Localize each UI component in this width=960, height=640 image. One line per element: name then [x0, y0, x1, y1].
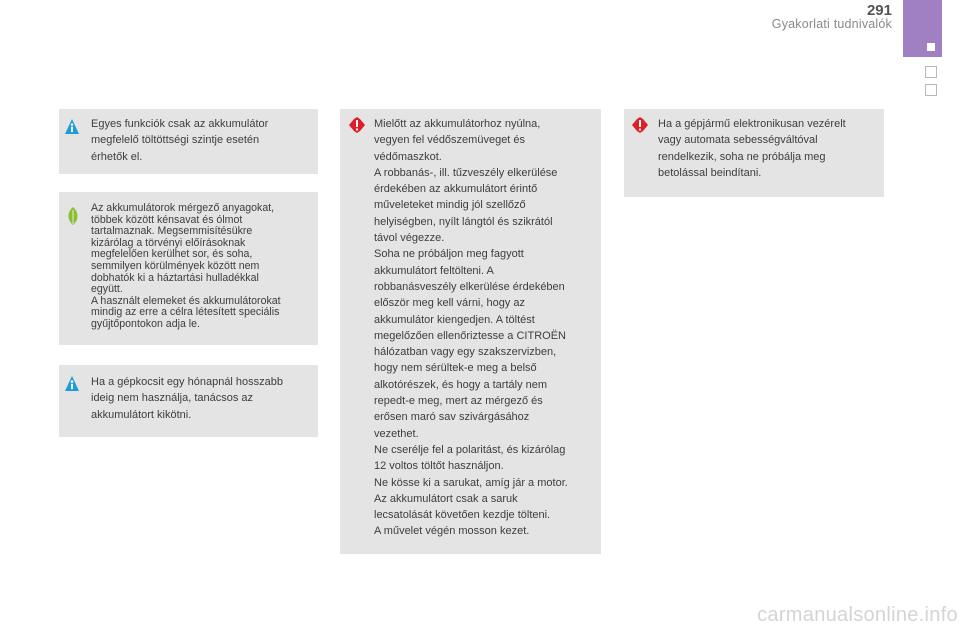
text-line: mindig az erre a célra létesített speciális [91, 306, 280, 319]
chapter-tab-empty-1[interactable] [925, 66, 937, 78]
text-line: ideig nem használja, tanácsos az [91, 392, 254, 405]
text-line: először meg kell várni, hogy az [374, 297, 526, 310]
text-line: távol végezze. [374, 232, 445, 245]
warning-icon [348, 116, 366, 134]
leaf-icon [66, 206, 80, 226]
info-box-disconnect [59, 365, 318, 437]
text-line: A robbanás-, ill. tűzveszély elkerülése [374, 166, 558, 179]
text-line: megfelelő töltöttségi szintje esetén [91, 134, 260, 147]
text-line: semmilyen körülmények között nem [91, 259, 260, 272]
text-line: Ha a gépjármű elektronikusan vezérelt [658, 118, 846, 130]
warning-box-handling [340, 109, 601, 554]
text-line: alkotórészek, és hogy a tartály nem [374, 378, 548, 391]
text-line: Ne cserélje fel a polaritást, és kizárólag [374, 443, 566, 456]
text-line: érhetők el. [91, 150, 143, 163]
text-line: érdekében az akkumulátort érintő [374, 183, 538, 196]
text-line: A használt elemeket és akkumulátorokat [91, 294, 281, 307]
text-line: dobhatók ki a háztartási hulladékkal [91, 271, 259, 284]
warning-icon [631, 116, 649, 134]
text-line: Soha ne próbáljon meg fagyott [374, 248, 524, 261]
text-line: repedt-e meg, mert az mérgező és [374, 395, 543, 408]
text-line: hálózatban vagy egy szakszervizben, [374, 346, 557, 359]
text-line: Mielőtt az akkumulátorhoz nyúlna, [374, 118, 541, 130]
text-line: 12 voltos töltőt használjon. [374, 460, 504, 473]
chapter-tab-marker [927, 43, 935, 51]
info-icon [64, 375, 80, 393]
section-title: Gyakorlati tudnivalók [771, 17, 892, 31]
chapter-tab[interactable] [903, 0, 942, 57]
text-line: rendelkezik, soha ne próbálja meg [658, 150, 826, 163]
text-line: tartalmaznak. Megsemmisítésükre [91, 225, 253, 238]
text-line: kizárólag a törvényi előírásoknak [91, 236, 246, 249]
text-line: Az akkumulátort csak a saruk [374, 492, 518, 505]
text-line: vezethet. [374, 427, 419, 440]
text-line: Ne kösse ki a sarukat, amíg jár a motor. [374, 476, 568, 489]
text-line: akkumulátort feltölteni. A [374, 264, 494, 277]
text-line: betolással beindítani. [658, 166, 762, 179]
info-box-battery-level [59, 109, 318, 174]
info-icon [64, 118, 80, 136]
text-line: Ha a gépkocsit egy hónapnál hosszabb [91, 376, 284, 388]
text-line: akkumulátor kiengedjen. A töltést [374, 313, 535, 326]
text-line: műveleteket mindig jól szellőző [374, 199, 526, 212]
chapter-tab-empty-2[interactable] [925, 84, 937, 96]
watermark: carmanualsonline.info [757, 604, 958, 626]
text-line: Az akkumulátorok mérgező anyagokat, [91, 202, 275, 214]
text-line: többek között kénsavat és ólmot [91, 213, 243, 226]
text-line: védőmaszkot. [374, 150, 442, 163]
text-line: vagy automata sebességváltóval [658, 134, 818, 147]
text-line: A művelet végén mosson kezet. [374, 525, 530, 538]
text-line: gyűjtőpontokon adja le. [91, 317, 200, 330]
text-line: vegyen fel védőszemüveget és [374, 134, 526, 147]
text-line: robbanásveszély elkerülése érdekében [374, 280, 565, 293]
text-line: erősen maró sav szivárgásához [374, 411, 530, 424]
text-line: Egyes funkciók csak az akkumulátor [91, 118, 269, 130]
text-line: megelőzően ellenőriztesse a CITROËN [374, 329, 566, 342]
text-line: hogy nem sérültek-e meg a belső [374, 362, 537, 375]
text-line: lecsatolását követően kezdje tölteni. [374, 509, 551, 522]
text-line: helyiségben, nyílt lángtól és szikrától [374, 215, 553, 228]
page-number: 291 [866, 2, 892, 19]
text-line: akkumulátort kikötni. [91, 408, 192, 421]
text-line: együtt. [91, 283, 123, 296]
text-line: megfelelően kerülhet sor, és soha, [91, 248, 253, 261]
warning-box-push-start [624, 109, 884, 197]
recycling-box [59, 192, 318, 345]
